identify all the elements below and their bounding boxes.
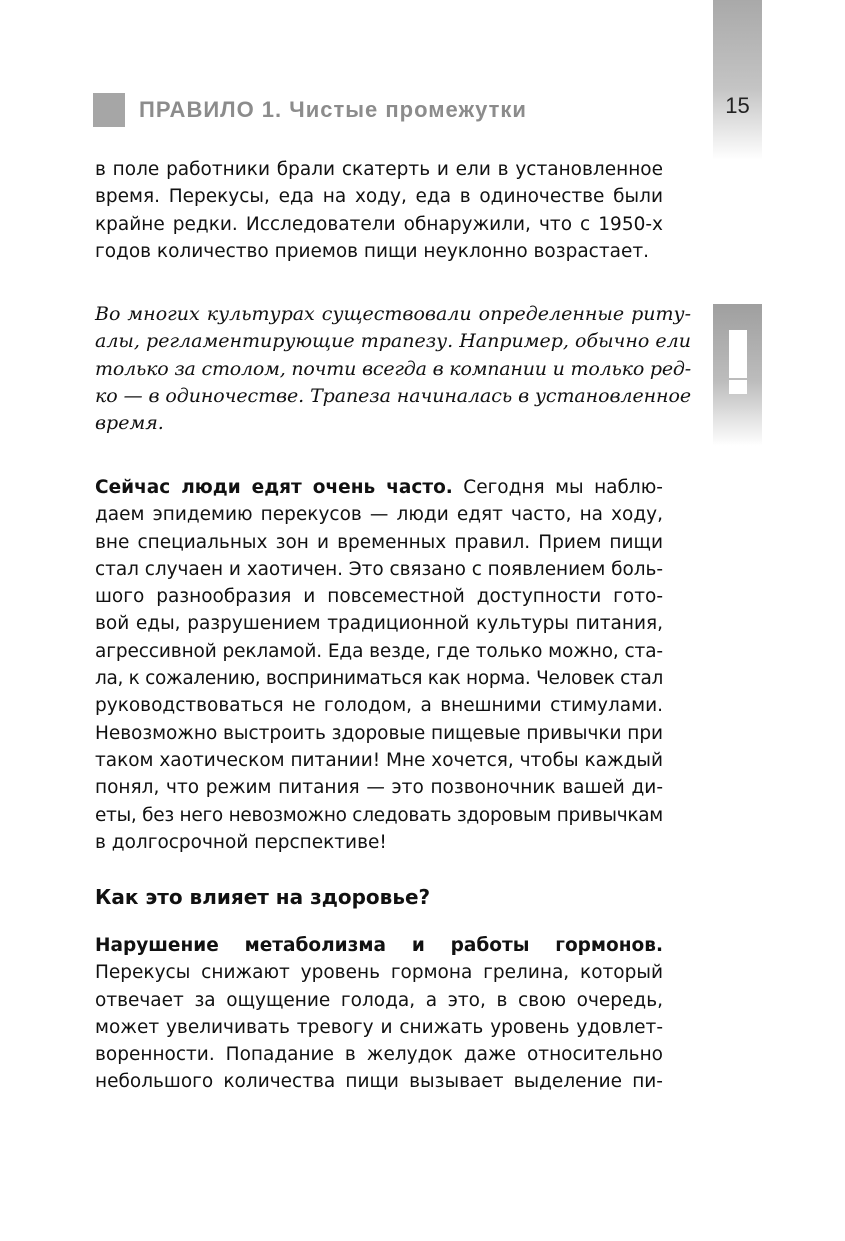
text-line: даем эпидемию перекусов — люди едят часто, на ходу, [95,504,663,526]
page-number: 15 [725,93,750,118]
paragraph-snacking [95,474,663,856]
text-line [95,474,663,501]
text-line: шого разнообразия и повсеместной доступности гото- [95,586,663,608]
note-line: время. [95,412,164,435]
text-line: небольшого количества пищи вызывает выделение пи- [95,1071,663,1093]
text-line: стал случаен и хаотичен. Это связано с появлением боль- [95,558,663,580]
text-line: вой еды, разрушением традиционной культуры питания, [95,613,663,635]
lead-phrase: Сейчас люди едят очень часто. [95,477,453,498]
text-line: в поле работники брали скатерть и ели в установленное [95,159,663,180]
text-line: отвечает за ощущение голода, а это, в свою очередь, [95,989,663,1011]
exclamation-icon [729,330,747,378]
note-line: только за столом, почти всегда в компании и только ред- [95,357,691,380]
text-line: ла, к сожалению, восприниматься как норма. Человек стал [95,668,663,690]
text-line: таком хаотическом питании! Мне хочется, чтобы каждый [95,749,663,771]
text-line: агрессивной рекламой. Еда везде, где только можно, ста- [95,640,663,662]
text-line: воренности. Попадание в желудок даже относительно [95,1044,663,1066]
section-heading: Как это влияет на здоровье? [95,885,431,909]
lead-phrase: Нарушение метаболизма и работы гормонов. [95,935,663,956]
text-line: годов количество приемов пищи неуклонно возрастает. [95,240,649,262]
note-block [95,301,691,437]
note-line: Во многих культурах существовали определенные риту- [95,303,691,325]
note-line: ко — в одиночестве. Трапеза начиналась в установленное [95,384,691,407]
paragraph-metabolism [95,932,663,1096]
text-line: может увеличивать тревогу и снижать уровень удовлет- [95,1016,663,1038]
text-line: в долгосрочной перспективе! [95,831,387,853]
text-line: Невозможно выстроить здоровые пищевые привычки при [95,722,663,744]
text-line: время. Перекусы, еда на ходу, еда в одиночестве были [95,186,663,208]
text-line: руководствоваться не голодом, а внешними стимулами. [95,695,663,717]
chapter-header [93,93,527,127]
page-tab [713,0,762,160]
text-line [95,932,663,959]
note-line: алы, регламентирующие трапезу. Например, обычно ели [95,330,691,353]
text-line-rest: Сегодня мы наблю- [452,477,663,498]
chapter-title: ПРАВИЛО 1. Чистые промежутки [139,97,527,122]
text-line: вне специальных зон и временных правил. Прием пищи [95,531,663,553]
text-line: крайне редки. Исследователи обнаружили, что с 1950-х [95,213,663,235]
header-marker [93,93,125,127]
paragraph-intro [95,156,663,265]
text-line: Перекусы снижают уровень гормона грелина, который [95,962,663,984]
text-line: понял, что режим питания — это позвоночник вашей ди- [95,777,663,799]
text-line: еты, без него невозможно следовать здоровым привычкам [95,804,663,826]
exclamation-dot-icon [729,380,747,394]
